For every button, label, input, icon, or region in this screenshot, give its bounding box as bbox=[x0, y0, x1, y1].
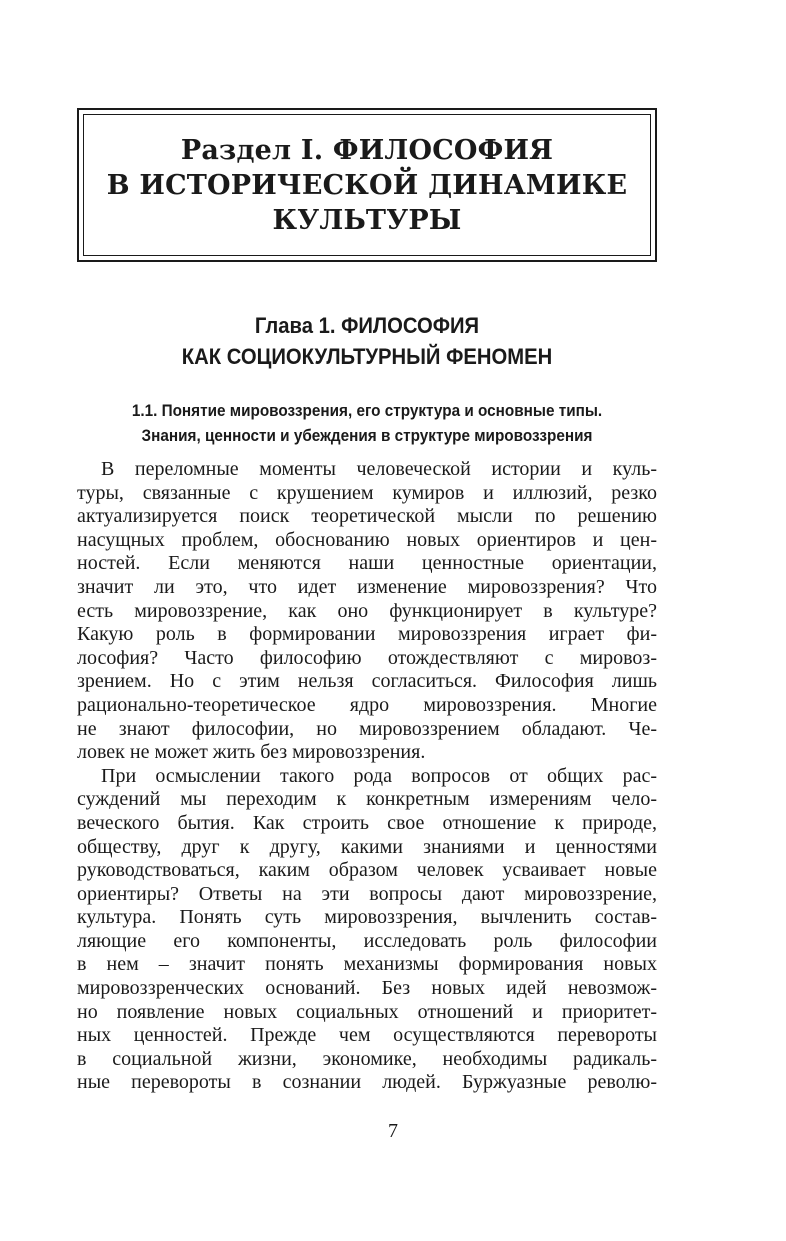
text-line: ориентиры? Ответы на эти вопросы дают мировоззрение, bbox=[77, 882, 657, 905]
text-line: но появление новых социальных отношений и приоритет- bbox=[77, 1000, 657, 1023]
chapter-title-line-2: КАК СОЦИОКУЛЬТУРНЫЙ ФЕНОМЕН bbox=[181, 344, 553, 369]
section-title-box-inner bbox=[83, 114, 651, 256]
text-line: ные перевороты в сознании людей. Буржуазные револю- bbox=[77, 1071, 657, 1094]
chapter-title bbox=[100, 310, 634, 372]
section-title-line-1: Раздел I. ФИЛОСОФИЯ bbox=[180, 134, 554, 166]
text-line: лософия? Часто философию отождествляют с мировоз- bbox=[77, 646, 657, 669]
text-line: есть мировоззрение, как оно функционирует в культуре? bbox=[77, 599, 657, 622]
text-line: значит ли это, что идет изменение мировоззрения? Что bbox=[77, 575, 657, 598]
paragraph-2 bbox=[77, 765, 657, 1095]
section-title-line-3: КУЛЬТУРЫ bbox=[272, 204, 462, 236]
text-line: актуализируется поиск теоретической мысли по решению bbox=[77, 505, 657, 528]
text-line: обществу, друг к другу, какими знаниями и ценностями bbox=[77, 835, 657, 858]
text-line: зрением. Но с этим нельзя согласиться. Философия лишь bbox=[77, 670, 657, 693]
text-line: руководствоваться, каким образом человек усваивает новые bbox=[77, 859, 657, 882]
text-line: в социальной жизни, экономике, необходимы радикаль- bbox=[77, 1047, 657, 1070]
section-title-line-2: В ИСТОРИЧЕСКОЙ ДИНАМИКЕ bbox=[106, 169, 628, 201]
subsection-title-line-1: 1.1. Понятие мировоззрения, его структура и основные типы. bbox=[131, 401, 603, 420]
text-line: Какую роль в формировании мировоззрения играет фи- bbox=[77, 623, 657, 646]
text-line: ловек не может жить без мировоззрения. bbox=[77, 741, 426, 764]
text-line: суждений мы переходим к конкретным измерениям чело- bbox=[77, 788, 657, 811]
subsection-title bbox=[106, 398, 628, 448]
text-line: культура. Понять суть мировоззрения, вычленить состав- bbox=[77, 906, 657, 929]
text-line: туры, связанные с крушением кумиров и иллюзий, резко bbox=[77, 481, 657, 504]
text-line: ных ценностей. Прежде чем осуществляются перевороты bbox=[77, 1024, 657, 1047]
text-line: насущных проблем, обоснованию новых ориентиров и цен- bbox=[77, 528, 657, 551]
body-text bbox=[77, 458, 657, 1095]
text-line: веческого бытия. Как строить свое отношение к природе, bbox=[77, 811, 657, 834]
text-line: При осмыслении такого рода вопросов от общих рас- bbox=[101, 764, 657, 787]
text-line: рационально-теоретическое ядро мировоззрения. Многие bbox=[77, 693, 657, 716]
subsection-title-line-2: Знания, ценности и убеждения в структуре мировоззрения bbox=[141, 426, 593, 445]
chapter-title-line-1: Глава 1. ФИЛОСОФИЯ bbox=[254, 313, 480, 338]
text-line: мировоззренческих оснований. Без новых идей невозмож- bbox=[77, 977, 657, 1000]
paragraph-1 bbox=[77, 458, 657, 765]
text-line: ностей. Если меняются наши ценностные ориентации, bbox=[77, 552, 657, 575]
text-line: ляющие его компоненты, исследовать роль философии bbox=[77, 929, 657, 952]
text-line: в нем – значит понять механизмы формирования новых bbox=[77, 953, 657, 976]
text-line: В переломные моменты человеческой истории и куль- bbox=[101, 458, 657, 480]
text-line: не знают философии, но мировоззрением обладают. Че- bbox=[77, 717, 657, 740]
page-number: 7 bbox=[388, 1120, 398, 1142]
section-title-box bbox=[77, 108, 657, 262]
